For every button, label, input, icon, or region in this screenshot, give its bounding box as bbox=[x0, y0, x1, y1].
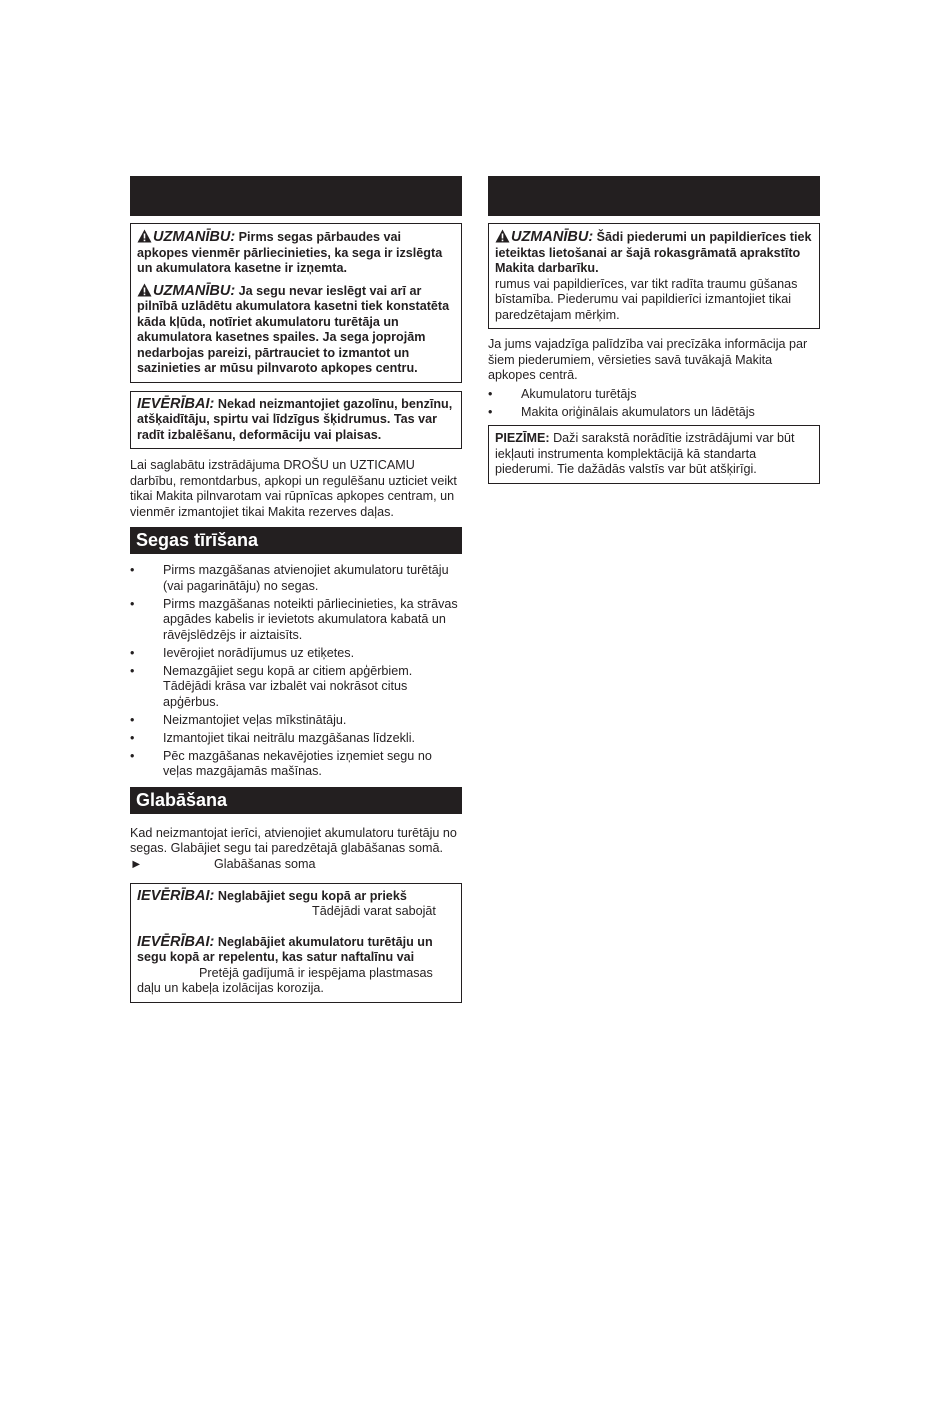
notice-label: IEVĒRĪBAI: bbox=[137, 395, 215, 412]
safety-paragraph: Lai saglabātu izstrādājuma DROŠU un UZTICAMU darbību, remontdarbus, apkopi un regulēšanu uzticiet veikt tikai Makita pilnvarotam vai rūpnīcas apkopes centram, un vienmēr izmantojiet tikai Makita rezerves daļas. bbox=[130, 458, 457, 519]
list-item-text: Makita oriģinālais akumulators un lādētājs bbox=[521, 404, 755, 419]
caution-box bbox=[130, 223, 462, 383]
accessories-list bbox=[488, 387, 820, 421]
list-item-text: Pēc mazgāšanas nekavējoties izņemiet segu no veļas mazgājamās mašīnas. bbox=[163, 748, 432, 778]
list-item bbox=[488, 387, 820, 403]
figure-callout bbox=[130, 857, 462, 873]
caution-paragraph bbox=[495, 229, 813, 323]
right-column bbox=[488, 176, 820, 484]
figure-label: Glabāšanas soma bbox=[214, 856, 316, 871]
notice-text-bold: Neglabājiet segu kopā ar priekš bbox=[217, 888, 407, 903]
bullet-icon: • bbox=[130, 730, 135, 745]
list-item bbox=[130, 749, 462, 780]
storage-notice-box bbox=[130, 883, 462, 1003]
left-column bbox=[130, 176, 462, 1003]
caution-paragraph-2 bbox=[137, 283, 455, 377]
notice-label: IEVĒRĪBAI: bbox=[137, 933, 215, 950]
caution-label: UZMANĪBU: bbox=[511, 229, 594, 245]
list-item-text: Izmantojiet tikai neitrālu mazgāšanas līdzekli. bbox=[163, 730, 415, 745]
caution-text: Ja segu nevar ieslēgt vai arī ar pilnībā uzlādētu akumulatora kasetni tiek konstatēta kāda kļūda, notīriet akumulatoru turētāja un akumulatora kasetnes spailes. Ja sega joprojām nedarbojas pareizi, pārtrauciet to izmantot un sazinieties ar mūsu pilnvaroto apkopes centru. bbox=[137, 283, 450, 375]
list-item bbox=[130, 731, 462, 747]
section-heading-cleaning: Segas tīrīšana bbox=[130, 527, 462, 554]
list-item-text: Nemazgājiet segu kopā ar citiem apģērbiem. Tādējādi krāsa var izbalēt vai nokrāsot citus apģērbus. bbox=[163, 663, 413, 709]
notice-paragraph bbox=[137, 397, 455, 444]
list-item-text: Akumulatoru turētājs bbox=[521, 386, 637, 401]
list-item-text: Neizmantojiet veļas mīkstinātāju. bbox=[163, 712, 347, 727]
bullet-icon: • bbox=[488, 404, 493, 419]
list-item bbox=[130, 713, 462, 729]
note-label: PIEZĪME: bbox=[495, 431, 550, 445]
storage-notice-1 bbox=[137, 889, 455, 920]
list-item-text: Ievērojiet norādījumus uz etiķetes. bbox=[163, 645, 355, 660]
list-item bbox=[488, 405, 820, 421]
notice-text: Nekad neizmantojiet gazolīnu, benzīnu, atšķaidītāju, spirtu vai līdzīgus šķidrumus. Tas var radīt izbalēšanu, deformāciju vai plaisas. bbox=[137, 396, 453, 442]
right-header-bar bbox=[488, 176, 820, 216]
bullet-icon: • bbox=[130, 645, 135, 660]
list-item bbox=[130, 563, 462, 594]
caution-label: UZMANĪBU: bbox=[153, 282, 236, 299]
list-item bbox=[130, 597, 462, 644]
bullet-icon: • bbox=[130, 712, 135, 727]
arrow-icon: ► bbox=[130, 856, 143, 871]
caution-text-bold: Šādi piederumi un papildierīces tiek ieteiktas lietošanai ar šajā rokasgrāmatā aprakstīto Makita darbarīku. bbox=[495, 230, 812, 275]
notice-text: Pretējā gadījumā ir iespējama plastmasas daļu un kabeļa izolācijas korozija. bbox=[137, 965, 433, 995]
accessories-paragraph: Ja jums vajadzīga palīdzība vai precīzāka informācija par šiem piederumiem, vērsieties savā tuvākajā Makita apkopes centrā. bbox=[488, 337, 808, 382]
list-item bbox=[130, 664, 462, 711]
warning-icon bbox=[137, 283, 152, 297]
caution-paragraph-1 bbox=[137, 229, 455, 277]
notice-box bbox=[130, 391, 462, 450]
bullet-icon: • bbox=[130, 748, 135, 763]
left-header-bar bbox=[130, 176, 462, 216]
caution-text: rumus vai papildierīces, var tikt radīta traumu gūšanas bīstamība. Piederumu vai papildierīci izmantojiet tikai paredzētajam mērķim. bbox=[495, 276, 798, 322]
notice-label: IEVĒRĪBAI: bbox=[137, 887, 215, 904]
bullet-icon: • bbox=[130, 563, 135, 577]
note-text: Daži sarakstā norādītie izstrādājumi var būt iekļauti instrumenta komplektācijā kā standarta piederumi. Tie dažādās valstīs var būt atšķirīgi. bbox=[495, 431, 795, 476]
warning-icon bbox=[137, 229, 152, 243]
note-box bbox=[488, 425, 820, 484]
notice-text: Tādējādi varat sabojāt bbox=[312, 904, 436, 918]
caution-text: Pirms segas pārbaudes vai apkopes vienmēr pārliecinieties, ka sega ir izslēgta un akumulatora kasetne ir izņemta. bbox=[137, 230, 443, 275]
notice-text-bold: Neglabājiet akumulatoru turētāju un segu kopā ar repelentu, kas satur naftalīnu vai bbox=[137, 934, 433, 964]
bullet-icon: • bbox=[130, 596, 135, 611]
caution-label: UZMANĪBU: bbox=[153, 229, 236, 245]
section-heading-storage: Glabāšana bbox=[130, 787, 462, 814]
storage-paragraph: Kad neizmantojat ierīci, atvienojiet akumulatoru turētāju no segas. Glabājiet segu tai paredzētajā glabāšanas somā. bbox=[130, 825, 457, 855]
list-item-text: Pirms mazgāšanas atvienojiet akumulatoru turētāju (vai pagarinātāju) no segas. bbox=[163, 563, 449, 593]
accessories-caution-box bbox=[488, 223, 820, 329]
bullet-icon: • bbox=[488, 386, 493, 401]
list-item-text: Pirms mazgāšanas noteikti pārliecinieties, ka strāvas apgādes kabelis ir ievietots akumulatora kabatā un rāvējslēdzējs ir aiztaisīts. bbox=[163, 596, 458, 642]
storage-notice-2 bbox=[137, 935, 455, 997]
bullet-icon: • bbox=[130, 663, 135, 678]
cleaning-list bbox=[130, 563, 462, 780]
warning-icon bbox=[495, 229, 510, 243]
list-item bbox=[130, 646, 462, 662]
note-paragraph bbox=[495, 431, 813, 478]
